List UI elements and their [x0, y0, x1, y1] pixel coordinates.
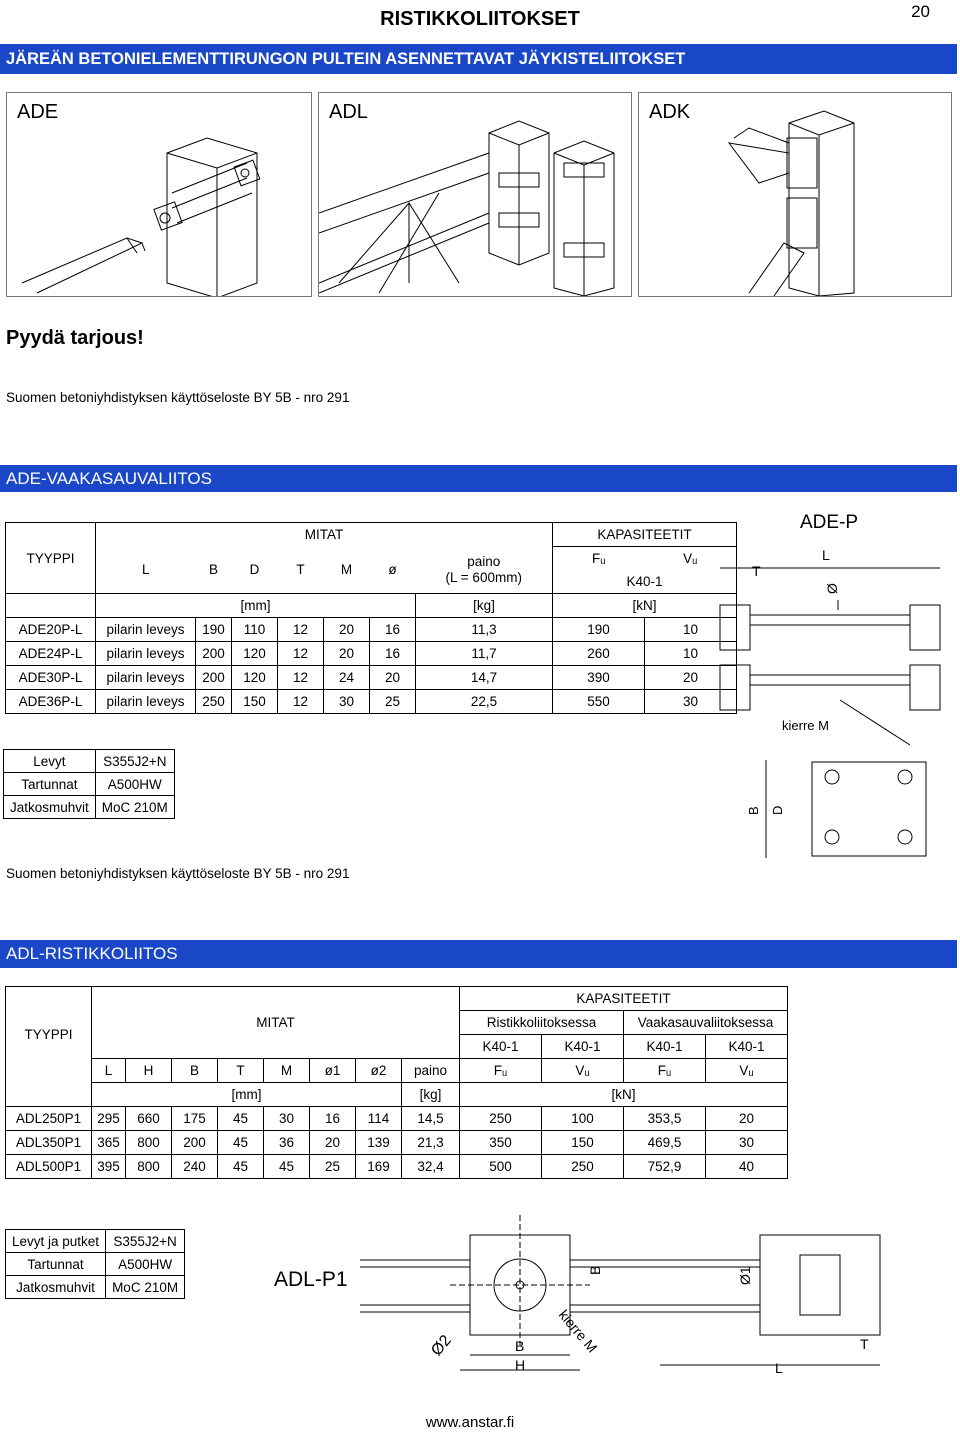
- cell: 390: [553, 666, 645, 690]
- adl-col-d2: ø2: [356, 1059, 402, 1083]
- cell: 30: [264, 1107, 310, 1131]
- cell: 550: [553, 690, 645, 714]
- cell: A500HW: [95, 773, 174, 796]
- ade-paino-sub: (L = 600mm): [445, 569, 522, 585]
- cell: pilarin leveys: [96, 642, 196, 666]
- adl-table: [5, 986, 788, 1179]
- ade-head-tyyppi: TYYPPI: [6, 523, 96, 594]
- cell: 10: [645, 618, 737, 642]
- panel-adk-label: ADK: [649, 101, 691, 123]
- cell: Tartunnat: [4, 773, 96, 796]
- cell: 150: [232, 690, 278, 714]
- adl-drawing-b2: B: [587, 1265, 603, 1275]
- footer-url[interactable]: www.anstar.fi: [425, 1414, 515, 1431]
- cell: 30: [706, 1131, 788, 1155]
- cell: 45: [264, 1155, 310, 1179]
- table-row: [6, 1107, 788, 1131]
- request-quote-text: Pyydä tarjous!: [6, 327, 144, 349]
- cell: 350: [460, 1131, 542, 1155]
- cell: pilarin leveys: [96, 618, 196, 642]
- cell: Levyt ja putket: [6, 1230, 106, 1253]
- ade-col-paino: [416, 547, 553, 594]
- panel-adk: [638, 92, 952, 297]
- cell: 660: [126, 1107, 172, 1131]
- adl-col-m: M: [264, 1059, 310, 1083]
- cell: 100: [542, 1107, 624, 1131]
- ade-illustration: [7, 93, 311, 296]
- cell: 22,5: [416, 690, 553, 714]
- cell: 250: [460, 1107, 542, 1131]
- cell: 40: [706, 1155, 788, 1179]
- cell: 365: [92, 1131, 126, 1155]
- adl-drawing-thread: kierre M: [555, 1306, 601, 1356]
- table-row: [4, 773, 175, 796]
- cell: 12: [278, 666, 324, 690]
- ade-drawing-dia: Ø: [824, 583, 840, 594]
- adl-col-vu2: Vᵤ: [706, 1059, 788, 1083]
- table-row: [6, 618, 737, 642]
- cell: 45: [218, 1107, 264, 1131]
- cell: 16: [370, 642, 416, 666]
- adl-head-kapasiteetit: KAPASITEETIT: [460, 987, 788, 1011]
- cell: 175: [172, 1107, 218, 1131]
- cell: pilarin leveys: [96, 690, 196, 714]
- cell: 14,5: [402, 1107, 460, 1131]
- page-title: RISTIKKOLIITOKSET: [380, 8, 580, 30]
- cell: 469,5: [624, 1131, 706, 1155]
- page-number: 20: [911, 2, 930, 21]
- ade-unit-mm: [mm]: [96, 594, 416, 618]
- ade-drawing-title: ADE-P: [800, 512, 859, 533]
- adl-col-fu1: Fᵤ: [460, 1059, 542, 1083]
- cell: 20: [324, 642, 370, 666]
- table-row: [6, 690, 737, 714]
- table-row: [6, 1155, 788, 1179]
- cell: 32,4: [402, 1155, 460, 1179]
- ade-unit-blank: [6, 594, 96, 618]
- cell: 200: [172, 1131, 218, 1155]
- adl-drawing-t: T: [860, 1336, 869, 1352]
- ade-col-b: B: [208, 562, 218, 578]
- cell: ADE36P-L: [6, 690, 96, 714]
- cell: 240: [172, 1155, 218, 1179]
- adl-col-b: B: [172, 1059, 218, 1083]
- adl-band: ADL-RISTIKKOLIITOS: [0, 940, 957, 968]
- adl-unit-mm: [mm]: [92, 1083, 402, 1107]
- ade-col-l: L: [96, 547, 196, 594]
- cell: 25: [310, 1155, 356, 1179]
- ade-drawing-t: T: [752, 563, 761, 579]
- adl-col-l: L: [92, 1059, 126, 1083]
- adk-illustration: [639, 93, 951, 296]
- cell: MoC 210M: [106, 1276, 185, 1299]
- cell: 12: [278, 690, 324, 714]
- cell: 11,7: [416, 642, 553, 666]
- adl-head-rist: Ristikkoliitoksessa: [460, 1011, 624, 1035]
- ade-head-kapasiteetit: KAPASITEETIT: [553, 523, 737, 547]
- cell: 120: [232, 666, 278, 690]
- cell: 250: [196, 690, 232, 714]
- table-row: [6, 642, 737, 666]
- cell: 114: [356, 1107, 402, 1131]
- adl-drawing-h: H: [515, 1357, 526, 1373]
- cell: 295: [92, 1107, 126, 1131]
- adl-head-mitat: MITAT: [92, 987, 460, 1059]
- adl-col-h: H: [126, 1059, 172, 1083]
- ade-col-t: T: [296, 562, 305, 578]
- panel-ade: [6, 92, 312, 297]
- cell: 30: [645, 690, 737, 714]
- cell: 800: [126, 1155, 172, 1179]
- cell: 16: [310, 1107, 356, 1131]
- cell: 150: [542, 1131, 624, 1155]
- cell: 20: [645, 666, 737, 690]
- cell: 250: [542, 1155, 624, 1179]
- cell: ADE24P-L: [6, 642, 96, 666]
- cell: Jatkosmuhvit: [4, 796, 96, 819]
- cell: ADL500P1: [6, 1155, 92, 1179]
- cell: 36: [264, 1131, 310, 1155]
- cell: S355J2+N: [95, 750, 174, 773]
- ade-drawing-l: L: [822, 547, 830, 563]
- cell: 800: [126, 1131, 172, 1155]
- cell: Jatkosmuhvit: [6, 1276, 106, 1299]
- adl-drawing-d2: Ø2: [428, 1332, 455, 1360]
- ade-col-dia: ø: [388, 562, 397, 578]
- ade-col-fu: Fᵤ: [553, 547, 645, 571]
- adl-k40-3: K40-1: [624, 1035, 706, 1059]
- table-row: [6, 1276, 185, 1299]
- adl-drawing-d1: Ø1: [737, 1266, 753, 1285]
- panel-ade-label: ADE: [17, 101, 59, 123]
- cell: 45: [218, 1131, 264, 1155]
- adl-illustration: [319, 93, 631, 296]
- ade-table: [5, 522, 737, 714]
- adl-col-d1: ø1: [310, 1059, 356, 1083]
- adl-drawing-title: ADL-P1: [274, 1268, 348, 1291]
- ade-paino-label: paino: [467, 553, 501, 569]
- ade-p-drawing: [700, 540, 950, 860]
- ade-unit-kn: [kN]: [553, 594, 737, 618]
- cell: 25: [370, 690, 416, 714]
- cell: ADL250P1: [6, 1107, 92, 1131]
- adl-drawing-b: B: [515, 1338, 525, 1354]
- adl-unit-kn: [kN]: [460, 1083, 788, 1107]
- ade-col-m: M: [340, 562, 353, 578]
- cell: 120: [232, 642, 278, 666]
- cell: 20: [310, 1131, 356, 1155]
- cell: 24: [324, 666, 370, 690]
- adl-p1-drawing: [360, 1215, 890, 1405]
- ade-drawing-thread: kierre M: [782, 718, 829, 733]
- cell: 395: [92, 1155, 126, 1179]
- adl-head-tyyppi: TYYPPI: [6, 987, 92, 1083]
- adl-materials: [5, 1229, 185, 1299]
- ade-col-vu: Vᵤ: [645, 547, 737, 571]
- cell: 260: [553, 642, 645, 666]
- ade-materials: [3, 749, 175, 819]
- reference-text: Suomen betoniyhdistyksen käyttöseloste BY 5B - nro 291: [6, 390, 350, 405]
- table-row: [6, 666, 737, 690]
- adl-k40-4: K40-1: [706, 1035, 788, 1059]
- header-band: JÄREÄN BETONIELEMENTTIRUNGON PULTEIN ASENNETTAVAT JÄYKISTELIITOKSET: [0, 44, 957, 74]
- cell: 16: [370, 618, 416, 642]
- cell: 190: [196, 618, 232, 642]
- adl-k40-2: K40-1: [542, 1035, 624, 1059]
- adl-drawing-l: L: [775, 1360, 783, 1376]
- ade-band: ADE-VAAKASAUVALIITOS: [0, 465, 957, 492]
- cell: 500: [460, 1155, 542, 1179]
- ade-col-d: D: [249, 562, 260, 578]
- cell: 12: [278, 642, 324, 666]
- cell: 353,5: [624, 1107, 706, 1131]
- cell: 12: [278, 618, 324, 642]
- cell: 10: [645, 642, 737, 666]
- ade-drawing-d: D: [770, 805, 785, 815]
- ade-col-k40: K40-1: [553, 570, 737, 594]
- adl-col-vu1: Vᵤ: [542, 1059, 624, 1083]
- table-row: [6, 1131, 788, 1155]
- cell: 200: [196, 666, 232, 690]
- reference-text-2: Suomen betoniyhdistyksen käyttöseloste BY 5B - nro 291: [6, 866, 350, 881]
- cell: 20: [324, 618, 370, 642]
- cell: 190: [553, 618, 645, 642]
- cell: 14,7: [416, 666, 553, 690]
- cell: 11,3: [416, 618, 553, 642]
- table-row: [6, 1230, 185, 1253]
- cell: Levyt: [4, 750, 96, 773]
- adl-head-vaaka: Vaakasauvaliitoksessa: [624, 1011, 788, 1035]
- cell: 139: [356, 1131, 402, 1155]
- cell: ADE30P-L: [6, 666, 96, 690]
- cell: ADL350P1: [6, 1131, 92, 1155]
- cell: 110: [232, 618, 278, 642]
- panel-adl-label: ADL: [329, 101, 368, 123]
- adl-unit-blank: [6, 1083, 92, 1107]
- cell: 20: [370, 666, 416, 690]
- ade-drawing-b: B: [746, 806, 761, 815]
- cell: pilarin leveys: [96, 666, 196, 690]
- table-row: [4, 750, 175, 773]
- cell: 45: [218, 1155, 264, 1179]
- cell: 752,9: [624, 1155, 706, 1179]
- cell: ADE20P-L: [6, 618, 96, 642]
- cell: 30: [324, 690, 370, 714]
- adl-unit-kg: [kg]: [402, 1083, 460, 1107]
- ade-unit-kg: [kg]: [416, 594, 553, 618]
- cell: 169: [356, 1155, 402, 1179]
- adl-col-paino: paino: [402, 1059, 460, 1083]
- cell: Tartunnat: [6, 1253, 106, 1276]
- cell: S355J2+N: [106, 1230, 185, 1253]
- cell: 200: [196, 642, 232, 666]
- cell: 21,3: [402, 1131, 460, 1155]
- adl-col-fu2: Fᵤ: [624, 1059, 706, 1083]
- adl-k40-1: K40-1: [460, 1035, 542, 1059]
- cell: A500HW: [106, 1253, 185, 1276]
- adl-col-t: T: [218, 1059, 264, 1083]
- ade-head-mitat: MITAT: [96, 523, 553, 547]
- table-row: [4, 796, 175, 819]
- cell: 20: [706, 1107, 788, 1131]
- panel-adl: [318, 92, 632, 297]
- table-row: [6, 1253, 185, 1276]
- cell: MoC 210M: [95, 796, 174, 819]
